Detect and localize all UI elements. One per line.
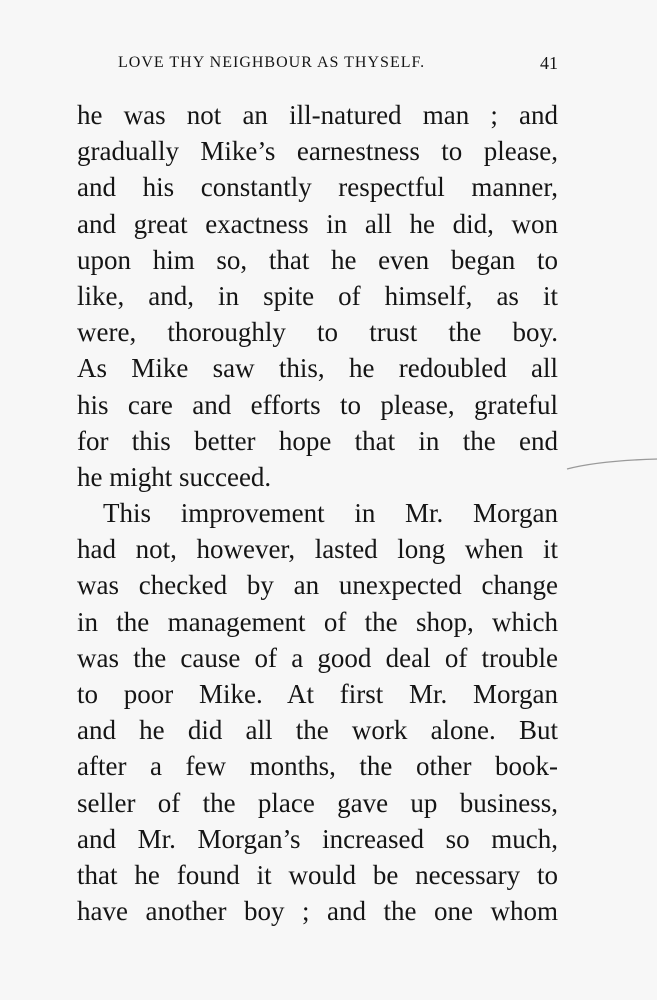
text-line: to poor Mike. At first Mr. Morgan <box>77 679 558 709</box>
text-line: his care and efforts to please, grateful <box>77 389 558 420</box>
text-line: that he found it would be necessary to <box>77 859 558 890</box>
text-line: was checked by an unexpected change <box>77 570 558 601</box>
text-line: was the cause of a good deal of trouble <box>77 642 558 673</box>
text-line: he was not an ill-natured man ; and <box>77 100 558 130</box>
text-line: have another boy ; and the one whom <box>77 896 558 927</box>
body-text <box>77 97 558 929</box>
text-line: and Mr. Morgan’s increased so much, <box>77 823 558 854</box>
text-line: gradually Mike’s earnestness to please, <box>77 136 558 167</box>
pencil-mark <box>565 455 657 479</box>
text-line: after a few months, the other book- <box>77 751 558 782</box>
text-line: and his constantly respectful manner, <box>77 172 558 203</box>
text-line: As Mike saw this, he redoubled all <box>77 353 558 384</box>
running-head-title: LOVE THY NEIGHBOUR AS THYSELF. <box>118 54 426 71</box>
text-line: in the management of the shop, which <box>77 606 558 637</box>
paragraph-end-line: he might succeed. <box>77 461 272 492</box>
text-line: for this better hope that in the end <box>77 425 558 456</box>
text-line: upon him so, that he even began to <box>77 244 558 275</box>
text-line: had not, however, lasted long when it <box>77 534 558 565</box>
text-line: and great exactness in all he did, won <box>77 208 558 239</box>
paragraph-start-line: This improvement in Mr. Morgan <box>103 498 558 529</box>
text-line: seller of the place gave up business, <box>77 787 558 818</box>
text-line: were, thoroughly to trust the boy. <box>77 317 558 348</box>
page-number: 41 <box>540 52 558 73</box>
running-head <box>118 50 558 76</box>
text-line: and he did all the work alone. But <box>77 715 558 746</box>
text-line: like, and, in spite of himself, as it <box>77 280 558 311</box>
